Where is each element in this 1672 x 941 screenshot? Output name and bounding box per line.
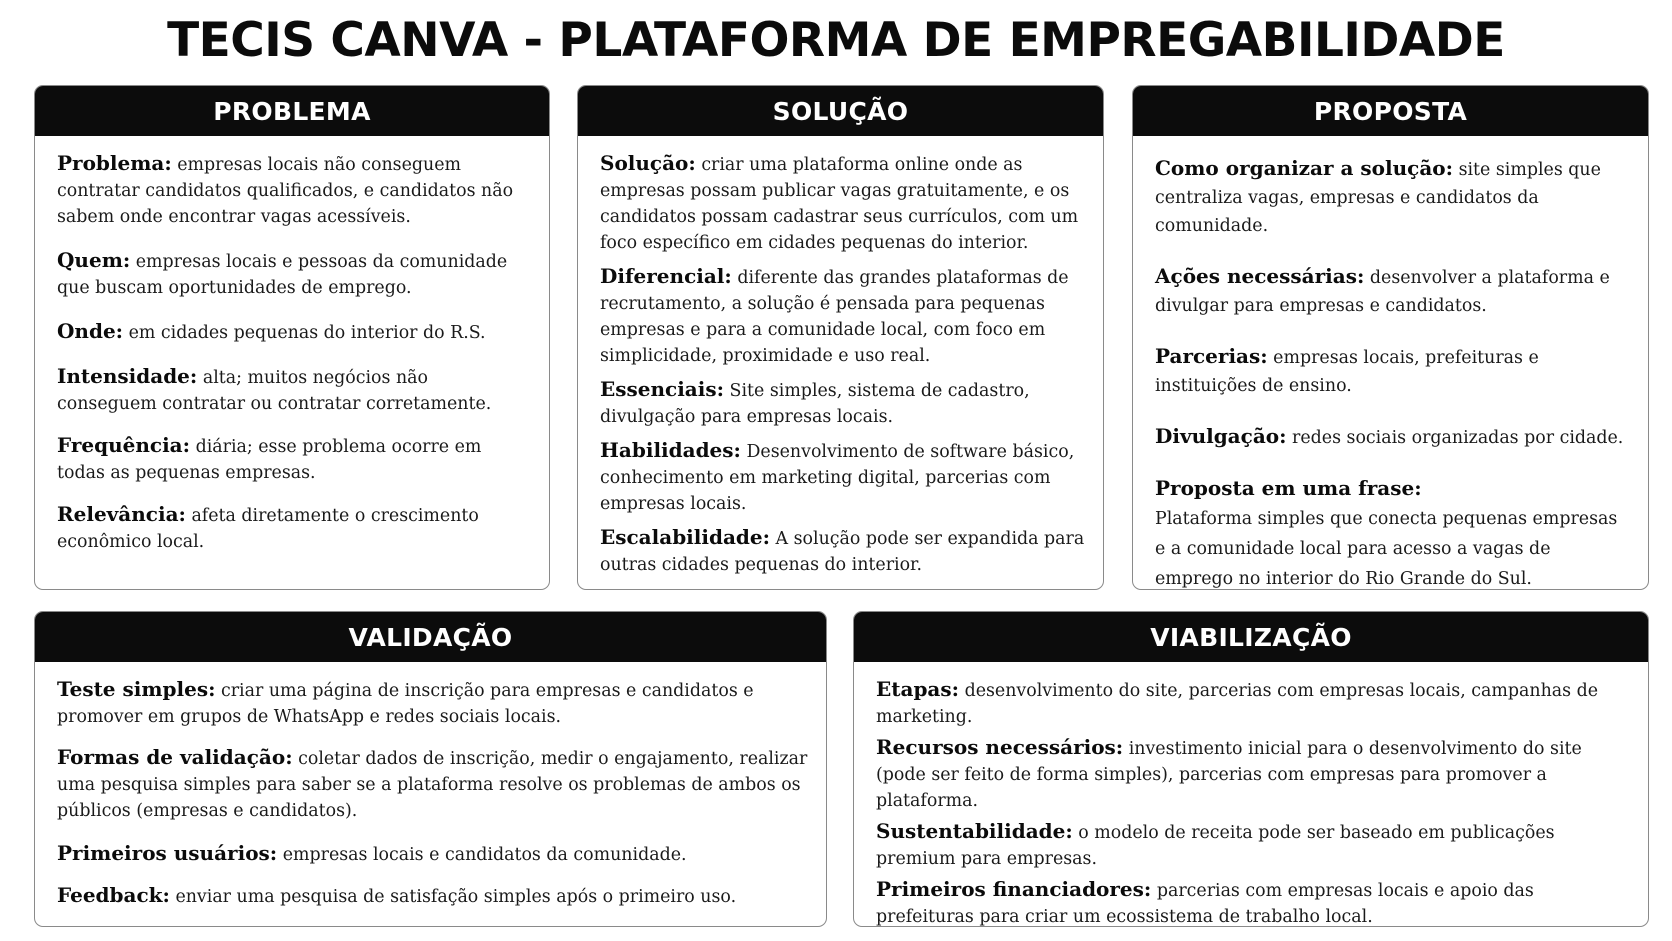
item-text: A solução pode ser expandida para outras cidades pequenas do interior.: [600, 529, 1085, 575]
card-viabilizacao: [853, 611, 1649, 927]
item-label: Relevância:: [57, 502, 186, 526]
item-label: Parcerias:: [1155, 344, 1268, 368]
card-proposta-body: [1133, 136, 1648, 590]
item-text: empresas locais e pessoas da comunidade que buscam oportunidades de emprego.: [57, 252, 508, 298]
item-label: Quem:: [57, 248, 131, 272]
card-proposta-heading: PROPOSTA: [1133, 86, 1648, 136]
item-text: afeta diretamente o crescimento econômico local.: [57, 506, 479, 552]
proposta-item: [1155, 422, 1630, 452]
problema-item: [57, 150, 531, 230]
card-problema: [34, 85, 550, 590]
item-text: Site simples, sistema de cadastro, divulgação para empresas locais.: [600, 381, 1030, 427]
item-text: redes sociais organizadas por cidade.: [1292, 428, 1624, 448]
item-text: em cidades pequenas do interior do R.S.: [128, 323, 486, 343]
card-solucao-heading: SOLUÇÃO: [578, 86, 1103, 136]
item-label: Essenciais:: [600, 377, 725, 401]
viabilizacao-item: [876, 676, 1630, 730]
item-label: Frequência:: [57, 433, 191, 457]
item-label: Etapas:: [876, 677, 960, 701]
card-validacao-heading: VALIDAÇÃO: [35, 612, 826, 662]
item-text: empresas locais, prefeituras e instituições de ensino.: [1155, 348, 1539, 396]
card-viabilizacao-body: [854, 662, 1648, 927]
viabilizacao-item: [876, 734, 1630, 814]
card-proposta: [1132, 85, 1649, 590]
card-problema-body: [35, 136, 549, 555]
item-label: Recursos necessários:: [876, 735, 1124, 759]
item-text: alta; muitos negócios não conseguem contratar ou contratar corretamente.: [57, 368, 492, 414]
item-label: Sustentabilidade:: [876, 819, 1073, 843]
item-text: desenvolver a plataforma e divulgar para empresas e candidatos.: [1155, 268, 1610, 316]
validacao-item: [57, 882, 808, 910]
item-label: Teste simples:: [57, 677, 216, 701]
item-text: criar uma página de inscrição para empresas e candidatos e promover em grupos de WhatsApp e redes sociais locais.: [57, 681, 754, 727]
item-label: Solução:: [600, 151, 696, 175]
card-validacao: [34, 611, 827, 927]
card-problema-heading: PROBLEMA: [35, 86, 549, 136]
item-text: empresas locais e candidatos da comunidade.: [282, 845, 687, 865]
item-label: Intensidade:: [57, 364, 198, 388]
phrase-label: Proposta em uma frase:: [1155, 476, 1422, 500]
item-text: Desenvolvimento de software básico, conhecimento em marketing digital, parcerias com empresas locais.: [600, 442, 1075, 514]
item-text: desenvolvimento do site, parcerias com empresas locais, campanhas de marketing.: [876, 681, 1599, 727]
item-label: Onde:: [57, 319, 124, 343]
item-text: enviar uma pesquisa de satisfação simples após o primeiro uso.: [175, 887, 737, 907]
phrase-text: Plataforma simples que conecta pequenas empresas e a comunidade local para acesso a vagas de emprego no interior do Rio Grande do Sul.: [1155, 509, 1618, 589]
card-viabilizacao-heading: VIABILIZAÇÃO: [854, 612, 1648, 662]
item-label: Feedback:: [57, 883, 170, 907]
item-text: o modelo de receita pode ser baseado em publicações premium para empresas.: [876, 823, 1555, 869]
problema-item: [57, 318, 531, 346]
item-label: Primeiros usuários:: [57, 841, 278, 865]
problema-item: [57, 247, 531, 301]
proposta-phrase: [1155, 474, 1630, 590]
item-label: Habilidades:: [600, 438, 741, 462]
item-label: Divulgação:: [1155, 424, 1287, 448]
item-text: criar uma plataforma online onde as empresas possam publicar vagas gratuitamente, e os candidatos possam cadastrar seus currículos, com um foco específico em cidades pequenas do interior.: [600, 155, 1079, 253]
item-text: diária; esse problema ocorre em todas as pequenas empresas.: [57, 437, 482, 483]
item-text: diferente das grandes plataformas de recrutamento, a solução é pensada para pequenas empresas e para a comunidade local, com foco em simplicidade, proximidade e uso real.: [600, 268, 1069, 366]
validacao-item: [57, 744, 808, 824]
item-text: investimento inicial para o desenvolvimento do site (pode ser feito de forma simples), parcerias com empresas para promover a plataforma.: [876, 739, 1582, 811]
problema-item: [57, 363, 531, 417]
problema-item: [57, 432, 531, 486]
proposta-item: [1155, 262, 1630, 320]
solucao-item: [600, 263, 1085, 369]
item-label: Escalabilidade:: [600, 525, 771, 549]
validacao-item: [57, 676, 808, 730]
validacao-item: [57, 840, 808, 868]
viabilizacao-item: [876, 818, 1630, 872]
solucao-item: [600, 437, 1085, 517]
item-text: parcerias com empresas locais e apoio das prefeituras para criar um ecossistema de trabalho local.: [876, 881, 1534, 927]
item-label: Como organizar a solução:: [1155, 156, 1454, 180]
page-title: TECIS CANVA - PLATAFORMA DE EMPREGABILIDADE: [167, 13, 1505, 68]
item-label: Diferencial:: [600, 264, 732, 288]
item-text: empresas locais não conseguem contratar candidatos qualificados, e candidatos não sabem onde encontrar vagas acessíveis.: [57, 155, 514, 227]
solucao-item: [600, 524, 1085, 578]
item-text: coletar dados de inscrição, medir o engajamento, realizar uma pesquisa simples para saber se a plataforma resolve os problemas de ambos os públicos (empresas e candidatos).: [57, 749, 808, 821]
item-text: site simples que centraliza vagas, empresas e candidatos da comunidade.: [1155, 160, 1601, 236]
card-validacao-body: [35, 662, 826, 910]
proposta-item: [1155, 342, 1630, 400]
item-label: Primeiros financiadores:: [876, 877, 1152, 901]
card-solucao: [577, 85, 1104, 590]
proposta-item: [1155, 154, 1630, 240]
card-solucao-body: [578, 136, 1103, 578]
problema-item: [57, 501, 531, 555]
item-label: Formas de validação:: [57, 745, 293, 769]
item-label: Ações necessárias:: [1155, 264, 1365, 288]
solucao-item: [600, 150, 1085, 256]
solucao-item: [600, 376, 1085, 430]
viabilizacao-item: [876, 876, 1630, 927]
item-label: Problema:: [57, 151, 172, 175]
